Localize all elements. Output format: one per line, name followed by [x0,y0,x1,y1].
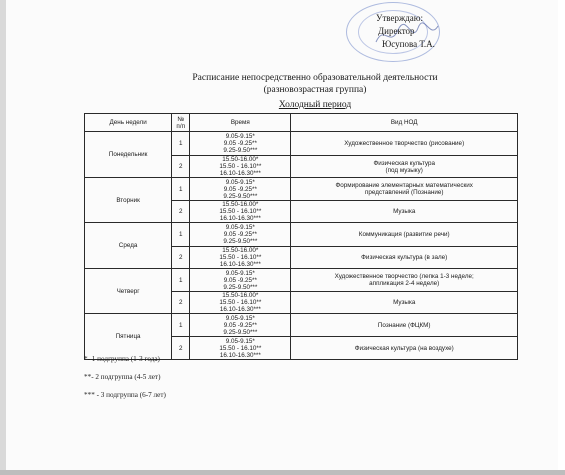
activity-line: Музыка [393,299,416,306]
activity-cell [291,132,518,156]
day-cell: Четверг [85,269,172,314]
time-line: 9.05-9.15* [225,314,255,322]
time-line: 9.05 -9.25** [223,321,257,329]
time-line: 9.05 -9.25** [223,140,257,147]
lesson-number-cell: 2 [172,201,190,223]
footnotes [84,350,166,404]
table-row [85,223,518,247]
time-line: 9.05-9.15* [225,337,255,345]
header-activity: Вид НОД [291,114,518,132]
time-cell [190,292,291,314]
activity-line: Художественное творчество (рисование) [344,140,465,147]
activity-line: Познание (ФЦКМ) [377,321,431,329]
time-line: 16.10-16.30*** [219,170,261,177]
time-line: 9.25-9.50*** [223,283,258,291]
day-cell: Понедельник [85,132,172,178]
day-cell: Вторник [85,178,172,223]
time-cell [190,178,291,201]
time-line: 16.10-16.30*** [219,261,261,268]
time-cell [190,337,291,360]
time-cell [190,269,291,292]
header-day: День недели [85,114,172,132]
lesson-number-cell: 1 [172,223,190,247]
activity-line: Физическая культура (на воздухе) [354,344,454,352]
time-line: 9.25-9.50*** [223,238,258,245]
time-line: 9.05 -9.25** [223,276,257,284]
time-line: 16.10-16.30*** [219,215,261,222]
time-line: 16.10-16.30*** [219,351,261,359]
scan-edge-bottom [0,470,565,475]
activity-cell [291,223,518,247]
activity-cell [291,201,518,223]
time-line: 15.50 - 16.10** [219,163,262,170]
activity-cell [291,156,518,178]
title-line-1: Расписание непосредственно образовательной деятельности [192,73,438,83]
table-row [85,269,518,292]
activity-cell [291,292,518,314]
time-line: 9.05 -9.25** [223,231,257,238]
title-line-2: (разновозрастная группа) [263,85,367,95]
approval-block [376,12,506,51]
time-line: 16.10-16.30*** [219,306,261,313]
activity-line: (под музыку) [385,166,423,174]
time-line: 9.05-9.15* [225,224,255,231]
schedule-table [84,113,518,360]
activity-line: Физическая культура [373,159,435,167]
activity-line: Формирование элементарных математических [335,182,473,189]
time-line: 15.50 - 16.10** [219,299,262,306]
lesson-number-cell: 2 [172,292,190,314]
activity-cell [291,337,518,360]
approval-position: Директор [378,26,415,36]
activity-cell [291,178,518,201]
time-cell [190,156,291,178]
activity-line: Художественное творчество (лепка 1-3 неделе; [334,273,474,280]
lesson-number-cell: 1 [172,132,190,156]
table-row [85,132,518,156]
table-row [85,314,518,337]
time-line: 15.50 - 16.10** [219,254,262,261]
footnote-1: *- 1 подгруппа (1-3 года) [84,355,160,363]
time-cell [190,223,291,247]
time-line: 9.05-9.15* [225,178,255,186]
header-number: № п/п [172,114,190,132]
lesson-number-cell: 1 [172,178,190,201]
header-time: Время [190,114,291,132]
time-cell [190,132,291,156]
activity-line: аппликация 2-4 неделе) [369,280,440,287]
time-cell [190,314,291,337]
activity-cell [291,314,518,337]
time-line: 9.25-9.50*** [223,192,258,200]
day-cell: Пятница [85,314,172,360]
lesson-number-cell: 2 [172,247,190,269]
time-line: 9.05-9.15* [225,133,255,140]
approval-name: Юсупова Т.А. [382,39,435,49]
lesson-number-cell: 1 [172,269,190,292]
time-cell [190,247,291,269]
time-line: 15.50-16.00* [222,247,259,254]
table-row [85,178,518,201]
time-line: 15.50-16.00* [222,292,259,299]
lesson-number-cell: 2 [172,337,190,360]
time-line: 9.05 -9.25** [223,185,257,193]
time-line: 9.05-9.15* [225,269,255,277]
lesson-number-cell: 1 [172,314,190,337]
activity-line: представлений (Познание) [364,189,444,196]
footnote-2: **- 2 подгруппа (4-5 лет) [84,373,161,381]
activity-cell [291,269,518,292]
time-line: 15.50 - 16.10** [219,208,262,215]
period-heading: Холодный период [278,100,352,110]
approval-label: Утверждаю: [376,13,424,23]
time-line: 9.25-9.50*** [223,328,258,336]
activity-cell [291,247,518,269]
day-cell: Среда [85,223,172,269]
time-line: 9.25-9.50*** [223,147,258,154]
footnote-3: *** - 3 подгруппа (6-7 лет) [84,391,166,399]
document-title [100,72,530,96]
time-line: 15.50 - 16.10** [219,344,262,352]
schedule-body [85,132,518,360]
time-line: 15.50-16.00* [222,156,259,163]
activity-line: Коммуникация (развитие речи) [358,231,450,238]
time-line: 15.50-16.00* [222,201,259,208]
time-cell [190,201,291,223]
lesson-number-cell: 2 [172,156,190,178]
activity-line: Физическая культура (в зале) [361,254,448,261]
activity-line: Музыка [393,208,416,215]
table-header-row [85,114,518,132]
